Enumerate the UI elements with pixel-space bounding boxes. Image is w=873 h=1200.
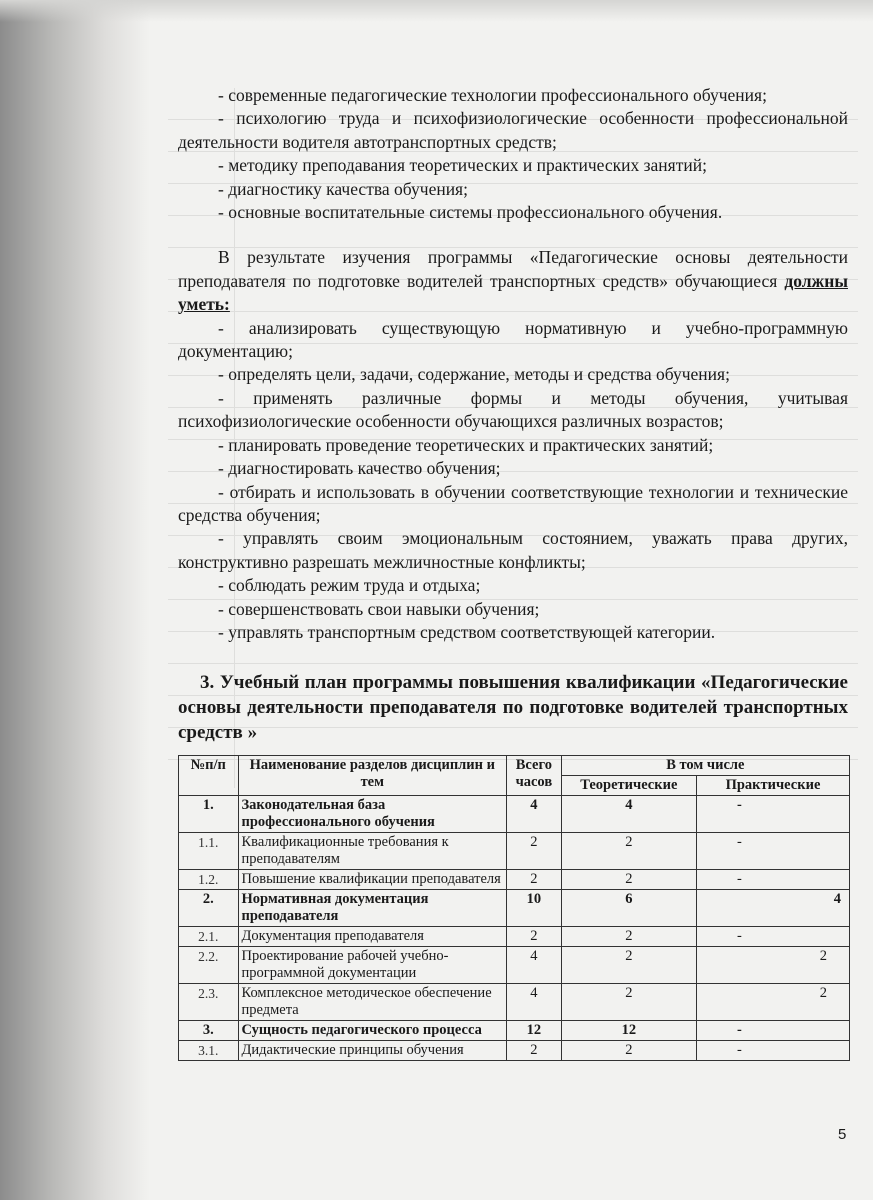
knowledge-item: - психологию труда и психофизиологические особенности профессиональной деятельности водителя автотранспортных средств; [178,108,848,152]
row-name: Сущность педагогического процесса [238,1021,507,1041]
row-theory: 2 [561,1041,696,1061]
row-num: 3. [179,1021,239,1041]
row-num: 2.2. [179,947,239,984]
document-page [178,84,848,745]
skill-item: - отбирать и использовать в обучении соответствующие технологии и технические средства обучения; [178,481,848,525]
skill-item: - совершенствовать свои навыки обучения; [218,598,540,619]
row-total: 4 [507,947,562,984]
header-name: Наименование разделов дисциплин и тем [238,756,507,796]
row-practice: - [696,1021,849,1041]
skill-item: - применять различные формы и методы обучения, учитывая психофизиологические особенности обучающихся различных возрастов; [178,387,848,432]
knowledge-item: - диагностику качества обучения; [218,178,468,199]
row-practice: 2 [696,984,849,1021]
row-practice: - [696,833,849,870]
table-row [179,890,850,927]
table-row [179,796,850,833]
table-row [179,1021,850,1041]
row-total: 4 [507,984,562,1021]
skill-item: - управлять своим эмоциональным состоянием, уважать права других, конструктивно разрешать межличностные конфликты; [178,528,848,572]
row-theory: 12 [561,1021,696,1041]
row-name: Проектирование рабочей учебно-программной документации [238,947,507,984]
skill-item: - соблюдать режим труда и отдыха; [218,575,481,596]
row-theory: 2 [561,984,696,1021]
row-total: 4 [507,796,562,833]
knowledge-item: - методику преподавания теоретических и практических занятий; [218,155,707,176]
row-num: 2.1. [179,927,239,947]
row-total: 10 [507,890,562,927]
table-row [179,1041,850,1061]
row-name: Законодательная база профессионального обучения [238,796,507,833]
row-theory: 2 [561,927,696,947]
page-number: 5 [838,1126,847,1143]
row-practice: - [696,927,849,947]
row-theory: 2 [561,947,696,984]
knowledge-item: - современные педагогические технологии профессионального обучения; [218,85,767,105]
skill-item: - анализировать существующую нормативную и учебно-программную документацию; [178,317,848,362]
row-name: Дидактические принципы обучения [238,1041,507,1061]
skill-item: - управлять транспортным средством соответствующей категории. [218,621,716,642]
row-practice: - [696,870,849,890]
header-group: В том числе [561,756,849,776]
skill-item: - диагностировать качество обучения; [218,458,501,479]
row-theory: 4 [561,796,696,833]
table-row [179,947,850,984]
row-theory: 6 [561,890,696,927]
header-practice: Практические [696,776,849,796]
table-row [179,833,850,870]
knowledge-item: - основные воспитательные системы профессионального обучения. [218,202,723,223]
row-practice: - [696,796,849,833]
skills-intro [178,246,848,316]
table-row [179,870,850,890]
row-practice: - [696,1041,849,1061]
header-theory: Теоретические [561,776,696,796]
row-name: Нормативная документация преподавателя [238,890,507,927]
row-name: Квалификационные требования к преподавателям [238,833,507,870]
row-num: 1.1. [179,833,239,870]
header-num: №п/п [179,756,239,796]
row-theory: 2 [561,833,696,870]
row-name: Документация преподавателя [238,927,507,947]
skills-intro-text: В результате изучения программы «Педагогические основы деятельности преподавателя по подготовке водителей транспортных средств» обучающиеся [178,247,848,291]
row-total: 2 [507,833,562,870]
scan-shadow-left [0,0,150,1200]
row-name: Повышение квалификации преподавателя [238,870,507,890]
skill-item: - планировать проведение теоретических и практических занятий; [218,434,714,455]
row-total: 12 [507,1021,562,1041]
row-theory: 2 [561,870,696,890]
table-row [179,984,850,1021]
table-row [179,927,850,947]
row-practice: 4 [696,890,849,927]
row-total: 2 [507,1041,562,1061]
row-num: 2.3. [179,984,239,1021]
row-num: 1.2. [179,870,239,890]
table-header-row [179,756,850,776]
row-practice: 2 [696,947,849,984]
row-num: 2. [179,890,239,927]
skill-item: - определять цели, задачи, содержание, методы и средства обучения; [218,364,730,385]
row-name: Комплексное методическое обеспечение предмета [238,984,507,1021]
row-total: 2 [507,870,562,890]
scan-shadow-top [0,0,873,22]
row-total: 2 [507,927,562,947]
skills-intro-emphasis: должны уметь: [178,270,848,315]
header-total: Всего часов [507,756,562,796]
section-title: 3. Учебный план программы повышения квалификации «Педагогические основы деятельности преподавателя по подготовке водителей транспортных средств » [178,672,848,744]
row-num: 3.1. [179,1041,239,1061]
row-num: 1. [179,796,239,833]
curriculum-table [178,755,850,1061]
